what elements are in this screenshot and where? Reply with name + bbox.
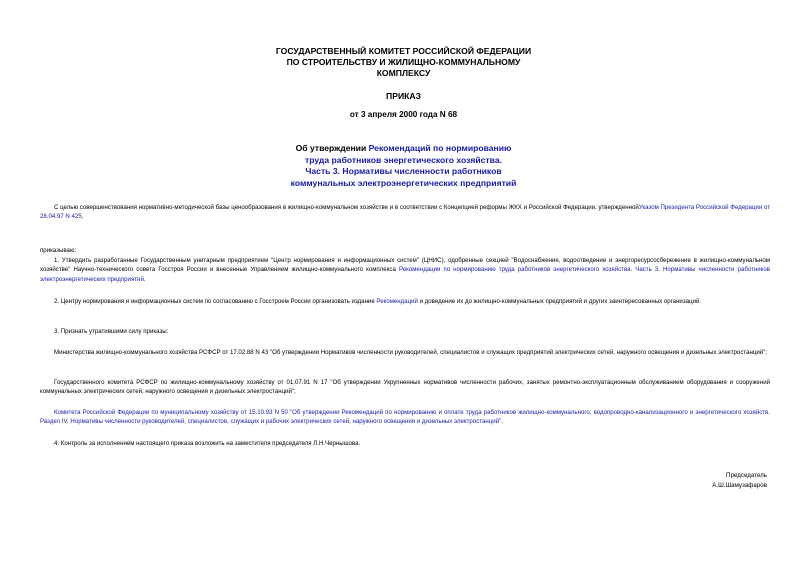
- recommendations-link[interactable]: Рекомендации по нормированию труда работников энергетического хозяйства. Часть 3. Нормативы численности работников электроэнергетических предприятий: [40, 266, 770, 283]
- item-3-paragraph: 3. Признать утратившими силу приказы:: [54, 328, 169, 335]
- subject-link-line-2[interactable]: труда работников энергетического хозяйства.: [305, 154, 502, 165]
- item-1-paragraph: [40, 256, 770, 284]
- subject-link-line-4[interactable]: коммунальных электроэнергетических предприятий: [290, 177, 517, 188]
- issuer-heading: [0, 46, 807, 79]
- item-1-end: .: [143, 275, 146, 283]
- recommendations-short-link[interactable]: Рекомендаций: [376, 298, 418, 305]
- item-2-text: 2. Центру нормирования и информационных систем по согласованию с Госстроем России организовать издание: [54, 298, 377, 305]
- signature-block: [712, 471, 767, 491]
- subject-link-line-1[interactable]: Рекомендаций по нормированию: [368, 143, 512, 153]
- issuer-line-3: КОМПЛЕКСУ: [376, 68, 431, 78]
- item-2-end: и доведение их до жилищно-коммунальных предприятий и других заинтересованных организаций.: [417, 298, 702, 305]
- preamble-text: С целью совершенствования нормативно-методической базы ценообразования в жилищно-коммунальном хозяйстве и в соответствии с Концепцией реформы ЖКХ и Российской Федерации, утвержденной: [54, 204, 639, 211]
- committee-order-link[interactable]: Комитета Российской Федерации по муниципальному хозяйству от 15.10.93 N 50 "Об утверждении Рекомендаций по нормированию и оплате труда работников жилищно-коммунального, водопроводно-канализационного и энергетического хозяйств. Раздел IV. Нормативы численности руководителей, специалистов, служащих и рабочих электрических сетей, наружного освещения и дизельных электростанций": [40, 409, 770, 426]
- item-3c-end: .: [501, 418, 503, 426]
- item-3b-paragraph: Государственного комитета РСФСР по жилищно-коммунальному хозяйству от 01.07.91 N 17 "Об утверждении Укрупненных нормативов численности рабочих, занятых ремонтно-эксплуатационным обслуживанием оборудования и сооружений коммунальных электрических сетей, наружного освещения и дизельных электростанций";: [40, 379, 770, 396]
- item-2-paragraph: [40, 297, 770, 306]
- subject-link-line-3[interactable]: Часть 3. Нормативы численности работников: [305, 166, 502, 176]
- subject-prefix: Об утверждении: [295, 143, 369, 153]
- signatory-name: А.Ш.Шамузафаров: [712, 482, 767, 489]
- issuer-line-2: ПО СТРОИТЕЛЬСТВУ И ЖИЛИЩНО-КОММУНАЛЬНОМУ: [286, 57, 521, 67]
- preamble-end: ,: [81, 213, 84, 221]
- issuer-line-1: ГОСУДАРСТВЕННЫЙ КОМИТЕТ РОССИЙСКОЙ ФЕДЕРАЦИИ: [275, 46, 532, 56]
- decree-link[interactable]: Указом Президента Российской Федерации от 28.04.97 N 425: [40, 204, 771, 221]
- item-3c-paragraph: [40, 408, 770, 427]
- order-subject: [0, 143, 807, 189]
- item-3a-paragraph: Министерства жилищно-коммунального хозяйства РСФСР от 17.02.88 N 43 "Об утверждении Нормативов численности руководителей, специалистов и служащих предприятий электрических сетей, наружного освещения и дизельных электростанций";: [54, 349, 767, 356]
- signatory-title: Председатель: [726, 472, 767, 479]
- order-date: от 3 апреля 2000 года N 68: [349, 110, 458, 119]
- orders-word: приказываю:: [40, 247, 77, 254]
- item-4-paragraph: 4. Контроль за исполнением настоящего приказа возложить на заместителя председателя Л.Н.Чернышова.: [54, 440, 361, 447]
- preamble-paragraph: [40, 203, 770, 222]
- order-type: ПРИКАЗ: [386, 91, 421, 101]
- item-1-text: 1. Утвердить разработанные Государственным унитарным предприятием "Центр нормирования и информационных систем" (ЦНИС), одобренные секцией "Водоснабжение, водоотведение и энергоресурсосбережение в жилищно-коммунальном хозяйстве" Научно-технического совета Госстроя России и внесенные Управлением жилищно-коммунального комплекса: [40, 257, 770, 274]
